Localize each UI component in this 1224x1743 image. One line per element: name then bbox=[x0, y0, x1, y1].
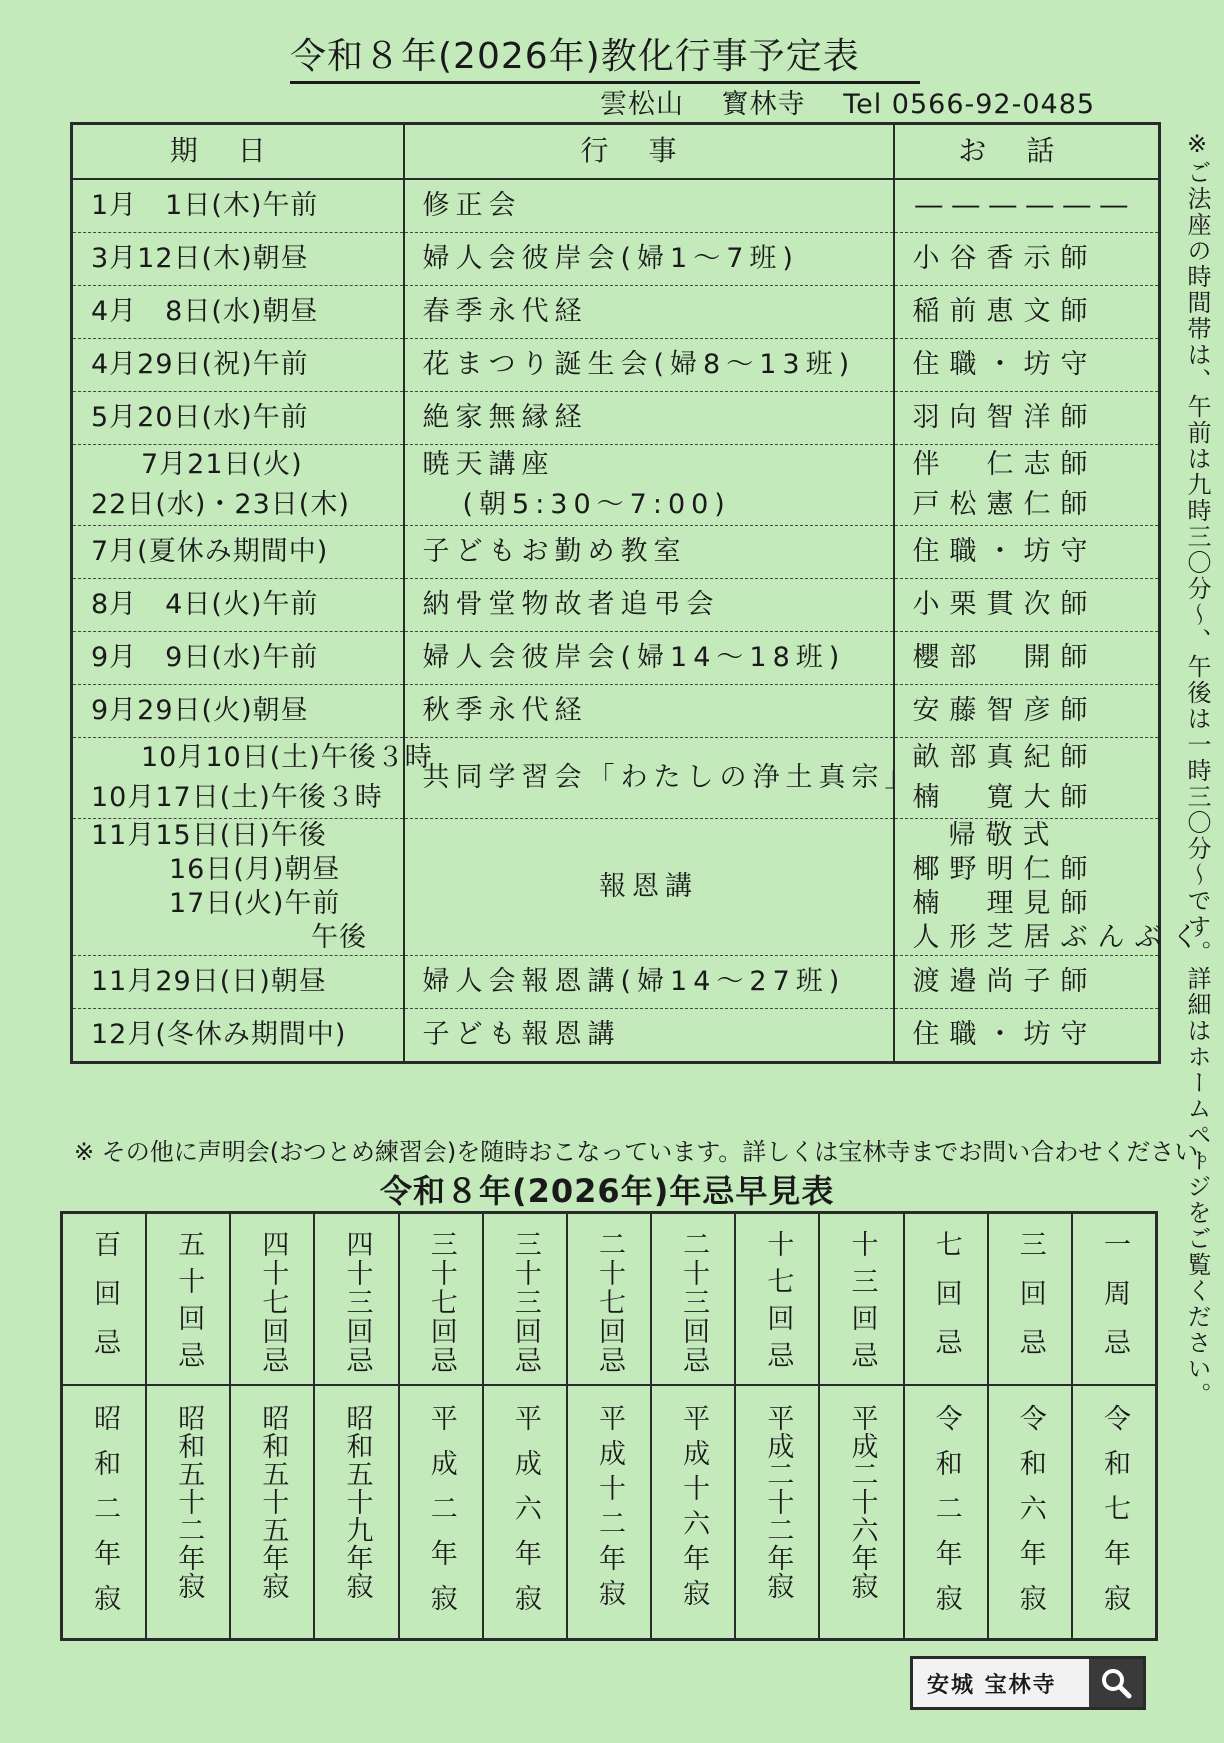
memorial-name: 百回忌 bbox=[89, 1230, 121, 1377]
speaker-cell: 小栗貫次師 bbox=[894, 579, 1160, 632]
schedule-row bbox=[72, 286, 1160, 339]
memorial-name: 十三回忌 bbox=[846, 1230, 878, 1378]
event-cell: 子ども報恩講 bbox=[404, 1009, 894, 1063]
date-cell-line: 10月17日(土)午後３時 bbox=[91, 782, 383, 813]
memorial-year: 昭和二年寂 bbox=[89, 1404, 121, 1629]
date-cell: 1月 1日(木)午前 bbox=[72, 179, 404, 233]
memorial-column bbox=[650, 1214, 734, 1638]
memorial-name: 二十三回忌 bbox=[678, 1230, 710, 1375]
memorial-name: 三十七回忌 bbox=[425, 1230, 457, 1375]
event-cell-line: (朝5:30～7:00) bbox=[462, 489, 731, 520]
memorial-year: 平成二十二年寂 bbox=[762, 1404, 794, 1600]
date-cell: 11月29日(日)朝昼 bbox=[72, 956, 404, 1009]
date-cell-line: 17日(火)午前 bbox=[169, 888, 341, 919]
event-cell: 秋季永代経 bbox=[404, 685, 894, 738]
speaker-cell: 羽向智洋師 bbox=[894, 392, 1160, 445]
memorial-column bbox=[818, 1214, 902, 1638]
memorial-year-cell bbox=[820, 1386, 902, 1638]
memorial-name: 二十七回忌 bbox=[594, 1230, 626, 1375]
memorial-column bbox=[1071, 1214, 1155, 1638]
memorial-name-cell bbox=[315, 1214, 397, 1386]
event-cell-line: 暁天講座 bbox=[422, 449, 555, 480]
date-cell: 4月 8日(水)朝昼 bbox=[72, 286, 404, 339]
speaker-cell-line: 人形芝居ぶんぶく bbox=[912, 922, 1209, 953]
memorial-name-cell bbox=[63, 1214, 145, 1386]
schedule-row bbox=[72, 179, 1160, 233]
memorial-table bbox=[60, 1211, 1158, 1641]
speaker-cell: 渡邉尚子師 bbox=[894, 956, 1160, 1009]
date-cell bbox=[72, 819, 404, 956]
memorial-year: 令和七年寂 bbox=[1098, 1404, 1130, 1629]
schedule-row bbox=[72, 526, 1160, 579]
page-title: 令和８年(2026年)教化行事予定表 bbox=[290, 28, 920, 84]
memorial-column bbox=[903, 1214, 987, 1638]
event-cell: 花まつり誕生会(婦8～13班) bbox=[404, 339, 894, 392]
memorial-name-cell bbox=[400, 1214, 482, 1386]
date-cell: 9月 9日(水)午前 bbox=[72, 632, 404, 685]
event-cell: 婦人会彼岸会(婦14～18班) bbox=[404, 632, 894, 685]
side-note: ※ご法座の時間帯は、午前は九時三〇分～、午後は一時三〇分～です。詳細はホームページをご覧ください。 bbox=[1183, 130, 1211, 1408]
schedule-row bbox=[72, 579, 1160, 632]
date-cell: 12月(冬休み期間中) bbox=[72, 1009, 404, 1063]
date-cell bbox=[72, 445, 404, 526]
header-speaker: お話 bbox=[894, 124, 1160, 180]
event-cell: 婦人会報恩講(婦14～27班) bbox=[404, 956, 894, 1009]
date-cell: 5月20日(水)午前 bbox=[72, 392, 404, 445]
memorial-name: 五十回忌 bbox=[173, 1230, 205, 1378]
schedule-row bbox=[72, 339, 1160, 392]
speaker-cell bbox=[894, 738, 1160, 819]
speaker-cell-line: 楠 理見師 bbox=[912, 888, 1098, 919]
memorial-title: 令和８年(2026年)年忌早見表 bbox=[380, 1172, 835, 1210]
memorial-column bbox=[734, 1214, 818, 1638]
event-cell: 春季永代経 bbox=[404, 286, 894, 339]
schedule-row bbox=[72, 685, 1160, 738]
temple-mountain-name: 雲松山 bbox=[600, 89, 684, 120]
memorial-name-cell bbox=[147, 1214, 229, 1386]
memorial-name-cell bbox=[484, 1214, 566, 1386]
date-cell: 9月29日(火)朝昼 bbox=[72, 685, 404, 738]
speaker-cell-line: 楠 寛大師 bbox=[912, 782, 1098, 813]
event-cell: 納骨堂物故者追弔会 bbox=[404, 579, 894, 632]
header-date: 期日 bbox=[72, 124, 404, 180]
memorial-name-cell bbox=[736, 1214, 818, 1386]
memorial-year-cell bbox=[315, 1386, 397, 1638]
memorial-year-cell bbox=[484, 1386, 566, 1638]
memorial-year-cell bbox=[63, 1386, 145, 1638]
speaker-cell bbox=[894, 819, 1209, 956]
memorial-year: 昭和五十二年寂 bbox=[173, 1404, 205, 1600]
speaker-cell-line: 戸松憲仁師 bbox=[912, 489, 1098, 520]
date-cell bbox=[72, 738, 433, 819]
memorial-column bbox=[63, 1214, 145, 1638]
memorial-name: 四十七回忌 bbox=[257, 1230, 289, 1375]
date-cell-line: 22日(水)・23日(木) bbox=[91, 489, 350, 520]
temple-name: 寳林寺 bbox=[721, 89, 806, 120]
speaker-cell: 住職・坊守 bbox=[894, 1009, 1160, 1063]
speaker-cell: 住職・坊守 bbox=[894, 526, 1160, 579]
memorial-year: 昭和五十九年寂 bbox=[341, 1404, 373, 1600]
date-cell-line: 10月10日(土)午後３時 bbox=[141, 742, 433, 773]
schedule-row bbox=[72, 819, 1160, 956]
date-cell-line: 11月15日(日)午後 bbox=[91, 820, 327, 851]
memorial-column bbox=[482, 1214, 566, 1638]
memorial-year: 昭和五十五年寂 bbox=[257, 1404, 289, 1600]
speaker-cell: 櫻部 開師 bbox=[894, 632, 1160, 685]
memorial-year-cell bbox=[989, 1386, 1071, 1638]
memorial-name-cell bbox=[231, 1214, 313, 1386]
event-cell: 婦人会彼岸会(婦1～7班) bbox=[404, 233, 894, 286]
memorial-name-cell bbox=[820, 1214, 902, 1386]
speaker-cell: 安藤智彦師 bbox=[894, 685, 1160, 738]
date-cell-line: 午後 bbox=[311, 922, 367, 953]
date-cell-line: 7月21日(火) bbox=[141, 449, 303, 480]
memorial-year: 平成十六年寂 bbox=[678, 1404, 710, 1614]
speaker-cell-line: 椰野明仁師 bbox=[912, 854, 1098, 885]
memorial-name: 四十三回忌 bbox=[341, 1230, 373, 1375]
speaker-cell: 小谷香示師 bbox=[894, 233, 1160, 286]
memorial-year: 令和二年寂 bbox=[930, 1404, 962, 1629]
schedule-row bbox=[72, 233, 1160, 286]
memorial-year: 令和六年寂 bbox=[1014, 1404, 1046, 1629]
memorial-column bbox=[229, 1214, 313, 1638]
temple-info bbox=[600, 82, 1123, 121]
header-event: 行事 bbox=[404, 124, 894, 180]
memorial-year-cell bbox=[1073, 1386, 1155, 1638]
date-cell-line: 16日(月)朝昼 bbox=[169, 854, 341, 885]
speaker-cell-line: 伴 仁志師 bbox=[912, 449, 1098, 480]
speaker-cell-line: 畝部真紀師 bbox=[912, 742, 1098, 773]
memorial-year-cell bbox=[147, 1386, 229, 1638]
event-cell: 報恩講 bbox=[404, 819, 894, 956]
memorial-column bbox=[566, 1214, 650, 1638]
date-cell: 8月 4日(火)午前 bbox=[72, 579, 404, 632]
memorial-year-cell bbox=[231, 1386, 313, 1638]
memorial-column bbox=[987, 1214, 1071, 1638]
memorial-year: 平成二年寂 bbox=[425, 1404, 457, 1629]
memorial-year-cell bbox=[652, 1386, 734, 1638]
speaker-cell: ―――――― bbox=[894, 179, 1160, 233]
date-cell: 3月12日(木)朝昼 bbox=[72, 233, 404, 286]
search-box[interactable] bbox=[910, 1656, 1146, 1710]
memorial-name-cell bbox=[989, 1214, 1071, 1386]
memorial-name: 三回忌 bbox=[1014, 1230, 1046, 1377]
schedule-row bbox=[72, 956, 1160, 1009]
temple-phone: Tel 0566-92-0485 bbox=[843, 89, 1096, 120]
event-cell: 共同学習会「わたしの浄土真宗」 bbox=[404, 738, 894, 819]
memorial-year-cell bbox=[905, 1386, 987, 1638]
memorial-name-cell bbox=[652, 1214, 734, 1386]
memorial-year: 平成六年寂 bbox=[509, 1404, 541, 1629]
memorial-column bbox=[398, 1214, 482, 1638]
schedule-row bbox=[72, 1009, 1160, 1063]
memorial-column bbox=[313, 1214, 397, 1638]
search-label: 安城 宝林寺 bbox=[927, 1672, 1057, 1698]
memorial-year-cell bbox=[568, 1386, 650, 1638]
memorial-name: 三十三回忌 bbox=[509, 1230, 541, 1375]
speaker-cell: 住職・坊守 bbox=[894, 339, 1160, 392]
memorial-name-cell bbox=[1073, 1214, 1155, 1386]
event-cell: 修正会 bbox=[404, 179, 894, 233]
footnote: ※ その他に声明会(おつとめ練習会)を随時おこなっています。詳しくは宝林寺までお問い合わせください。 bbox=[74, 1138, 1223, 1166]
memorial-name: 十七回忌 bbox=[762, 1230, 794, 1378]
event-cell bbox=[404, 445, 894, 526]
memorial-name: 一周忌 bbox=[1098, 1230, 1130, 1377]
search-icon bbox=[1099, 1666, 1133, 1700]
memorial-name: 七回忌 bbox=[930, 1230, 962, 1377]
schedule-row bbox=[72, 445, 1160, 526]
memorial-column bbox=[145, 1214, 229, 1638]
date-cell: 7月(夏休み期間中) bbox=[72, 526, 404, 579]
memorial-year: 平成二十六年寂 bbox=[846, 1404, 878, 1600]
event-cell: 子どもお勤め教室 bbox=[404, 526, 894, 579]
memorial-name-cell bbox=[568, 1214, 650, 1386]
memorial-name-cell bbox=[905, 1214, 987, 1386]
search-button[interactable] bbox=[1089, 1659, 1143, 1707]
schedule-row bbox=[72, 632, 1160, 685]
schedule-header-row bbox=[72, 124, 1160, 180]
memorial-year-cell bbox=[736, 1386, 818, 1638]
date-cell: 4月29日(祝)午前 bbox=[72, 339, 404, 392]
memorial-year: 平成十二年寂 bbox=[594, 1404, 626, 1614]
memorial-year-cell bbox=[400, 1386, 482, 1638]
event-cell: 絶家無縁経 bbox=[404, 392, 894, 445]
schedule-row bbox=[72, 392, 1160, 445]
schedule-row bbox=[72, 738, 1160, 819]
speaker-cell bbox=[894, 445, 1160, 526]
speaker-cell: 稲前恵文師 bbox=[894, 286, 1160, 339]
speaker-cell-line: 帰敬式 bbox=[948, 820, 1060, 851]
